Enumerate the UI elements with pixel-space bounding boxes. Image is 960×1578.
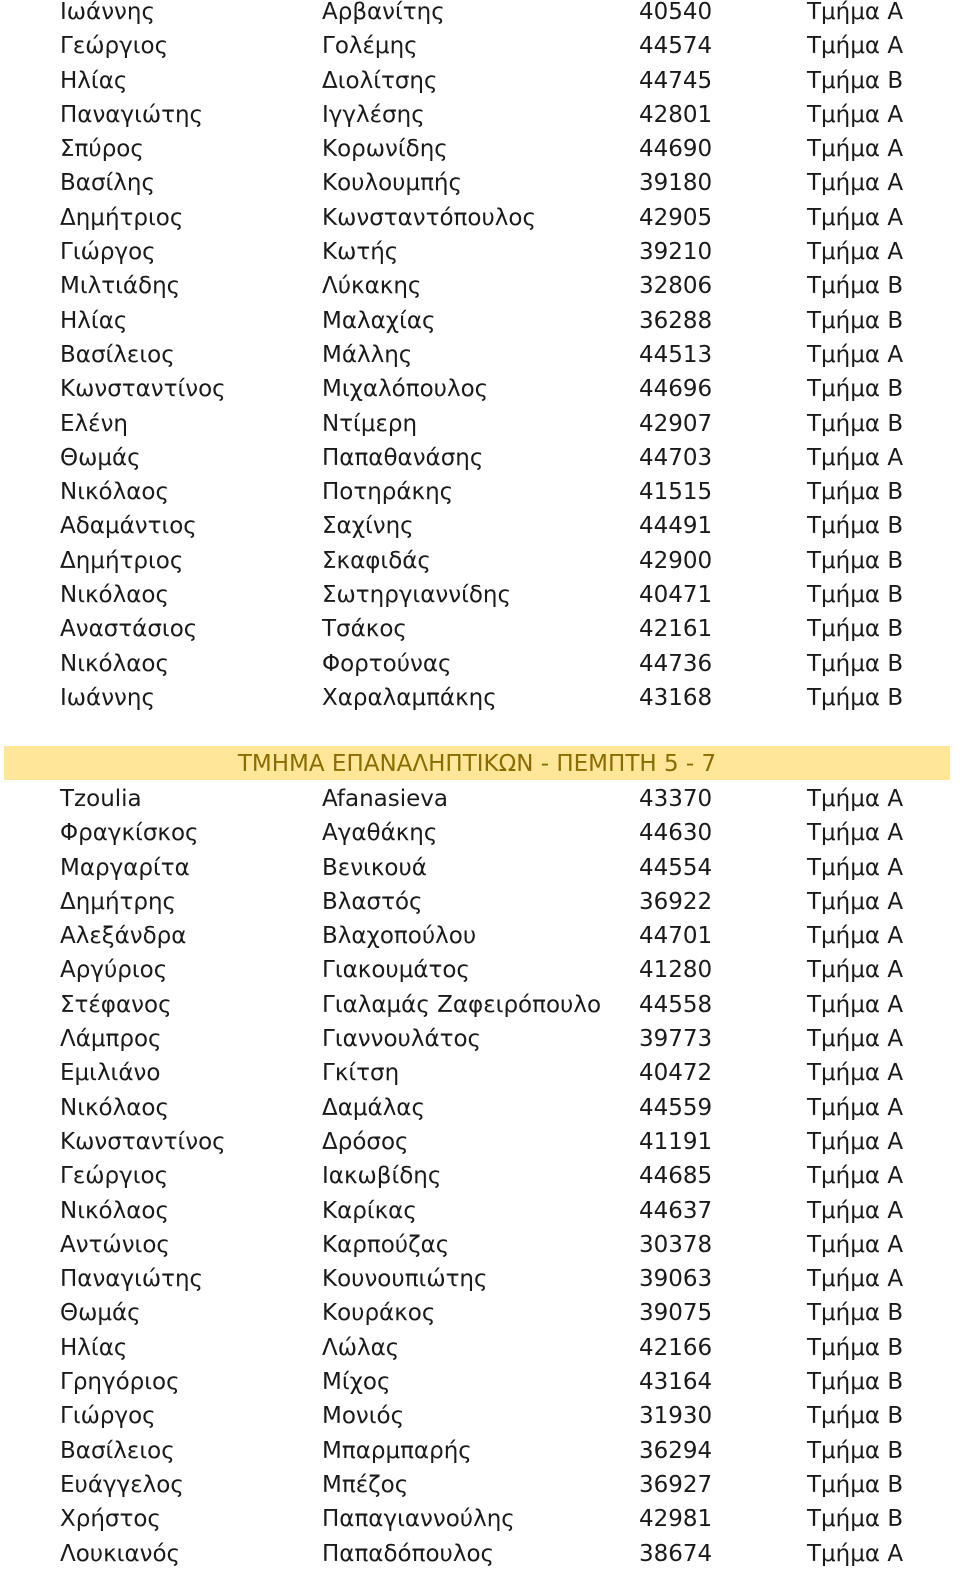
- last-name-cell: Γιαννουλάτος: [322, 1026, 482, 1053]
- first-name-cell: Δημήτριος: [60, 204, 184, 231]
- registration-number-cell: 44559: [639, 1094, 713, 1121]
- last-name-cell: Κωνσταντόπουλος: [322, 204, 536, 231]
- department-cell: Τμήμα Β: [807, 1506, 904, 1533]
- department-cell: Τμήμα Α: [807, 1163, 904, 1190]
- first-name-cell: Βασίλειος: [60, 341, 175, 368]
- registration-number-cell: 44637: [639, 1197, 713, 1224]
- registration-number-cell: 44554: [639, 854, 713, 881]
- last-name-cell: Κωτής: [322, 239, 399, 266]
- registration-number-cell: 43164: [639, 1369, 713, 1396]
- table-row: [0, 269, 960, 303]
- first-name-cell: Αδαμάντιος: [60, 513, 197, 540]
- last-name-cell: Δρόσος: [322, 1128, 409, 1155]
- first-name-cell: Παναγιώτης: [60, 1266, 204, 1293]
- department-cell: Τμήμα Β: [807, 547, 904, 574]
- department-cell: Τμήμα Β: [807, 513, 904, 540]
- last-name-cell: Διολίτσης: [322, 67, 438, 94]
- table-row: [0, 1296, 960, 1330]
- last-name-cell: Σωτηργιαννίδης: [322, 582, 511, 609]
- table-row: [0, 1537, 960, 1571]
- registration-number-cell: 36288: [639, 307, 713, 334]
- registration-number-cell: 36922: [639, 888, 713, 915]
- department-cell: Τμήμα Β: [807, 616, 904, 643]
- first-name-cell: Αργύριος: [60, 957, 168, 984]
- registration-number-cell: 44745: [639, 67, 713, 94]
- first-name-cell: Αλεξάνδρα: [60, 923, 187, 950]
- first-name-cell: Tzoulia: [60, 786, 142, 812]
- section-header-repeaters-thursday: ΤΜΗΜΑ ΕΠΑΝΑΛΗΠΤΙΚΩΝ - ΠΕΜΠΤΗ 5 - 7: [4, 746, 950, 780]
- table-row: [0, 885, 960, 919]
- table-row: [0, 578, 960, 612]
- table-row: [0, 441, 960, 475]
- last-name-cell: Ιακωβίδης: [322, 1163, 442, 1190]
- first-name-cell: Νικόλαος: [60, 479, 169, 506]
- table-row: [0, 235, 960, 269]
- last-name-cell: Αρβανίτης: [322, 0, 445, 25]
- department-cell: Τμήμα Α: [807, 1197, 904, 1224]
- department-cell: Τμήμα Α: [807, 820, 904, 847]
- table-row: [0, 612, 960, 646]
- first-name-cell: Κωνσταντίνος: [60, 376, 226, 403]
- last-name-cell: Μπέζος: [322, 1471, 409, 1498]
- last-name-cell: Σκαφιδάς: [322, 547, 431, 574]
- first-name-cell: Παναγιώτης: [60, 101, 204, 128]
- last-name-cell: Βλαχοπούλου: [322, 923, 477, 950]
- department-cell: Τμήμα Β: [807, 1471, 904, 1498]
- department-cell: Τμήμα Β: [807, 684, 904, 711]
- registration-number-cell: 44630: [639, 820, 713, 847]
- registration-number-cell: 44696: [639, 376, 713, 403]
- first-name-cell: Μιλτιάδης: [60, 273, 181, 300]
- department-cell: Τμήμα Β: [807, 67, 904, 94]
- department-cell: Τμήμα Α: [807, 1231, 904, 1258]
- table-row: [0, 1022, 960, 1056]
- registration-number-cell: 39773: [639, 1026, 713, 1053]
- registration-number-cell: 40472: [639, 1060, 713, 1087]
- first-name-cell: Νικόλαος: [60, 650, 169, 677]
- first-name-cell: Ηλίας: [60, 307, 128, 334]
- first-name-cell: Ελένη: [60, 410, 129, 437]
- department-cell: Τμήμα Α: [807, 341, 904, 368]
- first-name-cell: Φραγκίσκος: [60, 820, 199, 847]
- first-name-cell: Μαργαρίτα: [60, 854, 190, 881]
- last-name-cell: Βενικουά: [322, 854, 427, 881]
- first-name-cell: Βασίλειος: [60, 1437, 175, 1464]
- last-name-cell: Μονιός: [322, 1403, 405, 1430]
- table-row: [0, 988, 960, 1022]
- last-name-cell: Λύκακης: [322, 273, 422, 300]
- registration-number-cell: 42801: [639, 101, 713, 128]
- registration-number-cell: 40540: [639, 0, 713, 25]
- last-name-cell: Ντίμερη: [322, 410, 418, 437]
- table-row: [0, 1228, 960, 1262]
- last-name-cell: Ποτηράκης: [322, 479, 454, 506]
- table-row: [0, 1468, 960, 1502]
- first-name-cell: Δημήτρης: [60, 888, 177, 915]
- registration-number-cell: 36927: [639, 1471, 713, 1498]
- department-cell: Τμήμα Α: [807, 1128, 904, 1155]
- last-name-cell: Καρπούζας: [322, 1231, 450, 1258]
- last-name-cell: Ιγγλέσης: [322, 101, 425, 128]
- student-list-group-2: [0, 782, 960, 1571]
- department-cell: Τμήμα Α: [807, 957, 904, 984]
- last-name-cell: Σαχίνης: [322, 513, 414, 540]
- last-name-cell: Γολέμης: [322, 33, 418, 60]
- first-name-cell: Σπύρος: [60, 136, 144, 163]
- table-row: [0, 1399, 960, 1433]
- registration-number-cell: 30378: [639, 1231, 713, 1258]
- first-name-cell: Αναστάσιος: [60, 616, 198, 643]
- last-name-cell: Παπαθανάσης: [322, 444, 484, 471]
- department-cell: Τμήμα Α: [807, 101, 904, 128]
- first-name-cell: Δημήτριος: [60, 547, 184, 574]
- registration-number-cell: 31930: [639, 1403, 713, 1430]
- table-row: [0, 1091, 960, 1125]
- table-row: [0, 851, 960, 885]
- department-cell: Τμήμα Α: [807, 33, 904, 60]
- department-cell: Τμήμα Α: [807, 0, 904, 25]
- department-cell: Τμήμα Α: [807, 136, 904, 163]
- table-row: [0, 98, 960, 132]
- first-name-cell: Εμιλιάνο: [60, 1060, 161, 1087]
- last-name-cell: Γιαλαμάς Ζαφειρόπουλο: [322, 991, 602, 1018]
- department-cell: Τμήμα Β: [807, 582, 904, 609]
- table-row: [0, 1502, 960, 1536]
- last-name-cell: Παπαδόπουλος: [322, 1540, 495, 1567]
- registration-number-cell: 44736: [639, 650, 713, 677]
- last-name-cell: Καρίκας: [322, 1197, 417, 1224]
- table-row: [0, 0, 960, 29]
- department-cell: Τμήμα Α: [807, 239, 904, 266]
- registration-number-cell: 32806: [639, 273, 713, 300]
- first-name-cell: Γεώργιος: [60, 33, 169, 60]
- department-cell: Τμήμα Α: [807, 888, 904, 915]
- department-cell: Τμήμα Β: [807, 1300, 904, 1327]
- last-name-cell: Γκίτση: [322, 1060, 400, 1087]
- registration-number-cell: 39075: [639, 1300, 713, 1327]
- student-list-group-1: [0, 0, 960, 715]
- last-name-cell: Afanasieva: [322, 786, 449, 812]
- department-cell: Τμήμα Α: [807, 1266, 904, 1293]
- first-name-cell: Ηλίας: [60, 1334, 128, 1361]
- table-row: [0, 64, 960, 98]
- first-name-cell: Ηλίας: [60, 67, 128, 94]
- department-cell: Τμήμα Β: [807, 376, 904, 403]
- department-cell: Τμήμα Α: [807, 991, 904, 1018]
- registration-number-cell: 36294: [639, 1437, 713, 1464]
- table-row: [0, 782, 960, 816]
- table-row: [0, 1194, 960, 1228]
- registration-number-cell: 42907: [639, 410, 713, 437]
- table-row: [0, 338, 960, 372]
- table-row: [0, 1125, 960, 1159]
- first-name-cell: Ιωάννης: [60, 684, 155, 711]
- table-row: [0, 166, 960, 200]
- department-cell: Τμήμα Β: [807, 1369, 904, 1396]
- registration-number-cell: 39063: [639, 1266, 713, 1293]
- first-name-cell: Λάμπρος: [60, 1026, 162, 1053]
- department-cell: Τμήμα Α: [807, 1540, 904, 1567]
- table-row: [0, 304, 960, 338]
- registration-number-cell: 42981: [639, 1506, 713, 1533]
- registration-number-cell: 42161: [639, 616, 713, 643]
- department-cell: Τμήμα Β: [807, 410, 904, 437]
- first-name-cell: Γιώργος: [60, 239, 156, 266]
- department-cell: Τμήμα Α: [807, 1026, 904, 1053]
- first-name-cell: Θωμάς: [60, 1300, 141, 1327]
- registration-number-cell: 42900: [639, 547, 713, 574]
- table-row: [0, 1331, 960, 1365]
- table-row: [0, 475, 960, 509]
- table-row: [0, 1365, 960, 1399]
- table-row: [0, 509, 960, 543]
- department-cell: Τμήμα Α: [807, 1094, 904, 1121]
- registration-number-cell: 38674: [639, 1540, 713, 1567]
- first-name-cell: Νικόλαος: [60, 1094, 169, 1121]
- registration-number-cell: 42905: [639, 204, 713, 231]
- department-cell: Τμήμα Α: [807, 444, 904, 471]
- last-name-cell: Αγαθάκης: [322, 820, 438, 847]
- table-row: [0, 1159, 960, 1193]
- first-name-cell: Γιώργος: [60, 1403, 156, 1430]
- department-cell: Τμήμα Α: [807, 923, 904, 950]
- department-cell: Τμήμα Β: [807, 1334, 904, 1361]
- registration-number-cell: 41515: [639, 479, 713, 506]
- department-cell: Τμήμα Α: [807, 204, 904, 231]
- table-row: [0, 953, 960, 987]
- registration-number-cell: 44513: [639, 341, 713, 368]
- department-cell: Τμήμα Β: [807, 307, 904, 334]
- last-name-cell: Μαλαχίας: [322, 307, 436, 334]
- last-name-cell: Παπαγιαννούλης: [322, 1506, 515, 1533]
- registration-number-cell: 41280: [639, 957, 713, 984]
- department-cell: Τμήμα Α: [807, 1060, 904, 1087]
- department-cell: Τμήμα Β: [807, 1437, 904, 1464]
- first-name-cell: Χρήστος: [60, 1506, 161, 1533]
- table-row: [0, 407, 960, 441]
- department-cell: Τμήμα Α: [807, 854, 904, 881]
- table-row: [0, 544, 960, 578]
- first-name-cell: Βασίλης: [60, 170, 155, 197]
- table-row: [0, 1262, 960, 1296]
- registration-number-cell: 44685: [639, 1163, 713, 1190]
- registration-number-cell: 44703: [639, 444, 713, 471]
- registration-number-cell: 41191: [639, 1128, 713, 1155]
- department-cell: Τμήμα Β: [807, 1403, 904, 1430]
- last-name-cell: Μάλλης: [322, 341, 413, 368]
- last-name-cell: Κορωνίδης: [322, 136, 448, 163]
- table-row: [0, 372, 960, 406]
- registration-number-cell: 43370: [639, 786, 713, 812]
- last-name-cell: Κουράκος: [322, 1300, 436, 1327]
- department-cell: Τμήμα Α: [807, 786, 904, 812]
- first-name-cell: Νικόλαος: [60, 582, 169, 609]
- last-name-cell: Μπαρμπαρής: [322, 1437, 472, 1464]
- last-name-cell: Λώλας: [322, 1334, 400, 1361]
- registration-number-cell: 44491: [639, 513, 713, 540]
- registration-number-cell: 40471: [639, 582, 713, 609]
- table-row: [0, 681, 960, 715]
- registration-number-cell: 44574: [639, 33, 713, 60]
- last-name-cell: Φορτούνας: [322, 650, 452, 677]
- first-name-cell: Αντώνιος: [60, 1231, 170, 1258]
- registration-number-cell: 44690: [639, 136, 713, 163]
- registration-number-cell: 44558: [639, 991, 713, 1018]
- table-row: [0, 647, 960, 681]
- last-name-cell: Κουνουπιώτης: [322, 1266, 488, 1293]
- registration-number-cell: 42166: [639, 1334, 713, 1361]
- first-name-cell: Γρηγόριος: [60, 1369, 180, 1396]
- last-name-cell: Βλαστός: [322, 888, 423, 915]
- first-name-cell: Στέφανος: [60, 991, 172, 1018]
- table-row: [0, 919, 960, 953]
- last-name-cell: Δαμάλας: [322, 1094, 425, 1121]
- first-name-cell: Νικόλαος: [60, 1197, 169, 1224]
- table-row: [0, 29, 960, 63]
- last-name-cell: Γιακουμάτος: [322, 957, 470, 984]
- department-cell: Τμήμα Β: [807, 650, 904, 677]
- table-row: [0, 1434, 960, 1468]
- department-cell: Τμήμα Α: [807, 170, 904, 197]
- department-cell: Τμήμα Β: [807, 273, 904, 300]
- last-name-cell: Μίχος: [322, 1369, 391, 1396]
- first-name-cell: Ευάγγελος: [60, 1471, 184, 1498]
- last-name-cell: Χαραλαμπάκης: [322, 684, 497, 711]
- last-name-cell: Τσάκος: [322, 616, 407, 643]
- first-name-cell: Ιωάννης: [60, 0, 155, 25]
- first-name-cell: Γεώργιος: [60, 1163, 169, 1190]
- table-row: [0, 816, 960, 850]
- last-name-cell: Κουλουμπής: [322, 170, 463, 197]
- registration-number-cell: 44701: [639, 923, 713, 950]
- first-name-cell: Θωμάς: [60, 444, 141, 471]
- first-name-cell: Λουκιανός: [60, 1540, 181, 1567]
- table-row: [0, 1056, 960, 1090]
- registration-number-cell: 39180: [639, 170, 713, 197]
- table-row: [0, 201, 960, 235]
- last-name-cell: Μιχαλόπουλος: [322, 376, 489, 403]
- table-row: [0, 132, 960, 166]
- registration-number-cell: 39210: [639, 239, 713, 266]
- first-name-cell: Κωνσταντίνος: [60, 1128, 226, 1155]
- registration-number-cell: 43168: [639, 684, 713, 711]
- department-cell: Τμήμα Β: [807, 479, 904, 506]
